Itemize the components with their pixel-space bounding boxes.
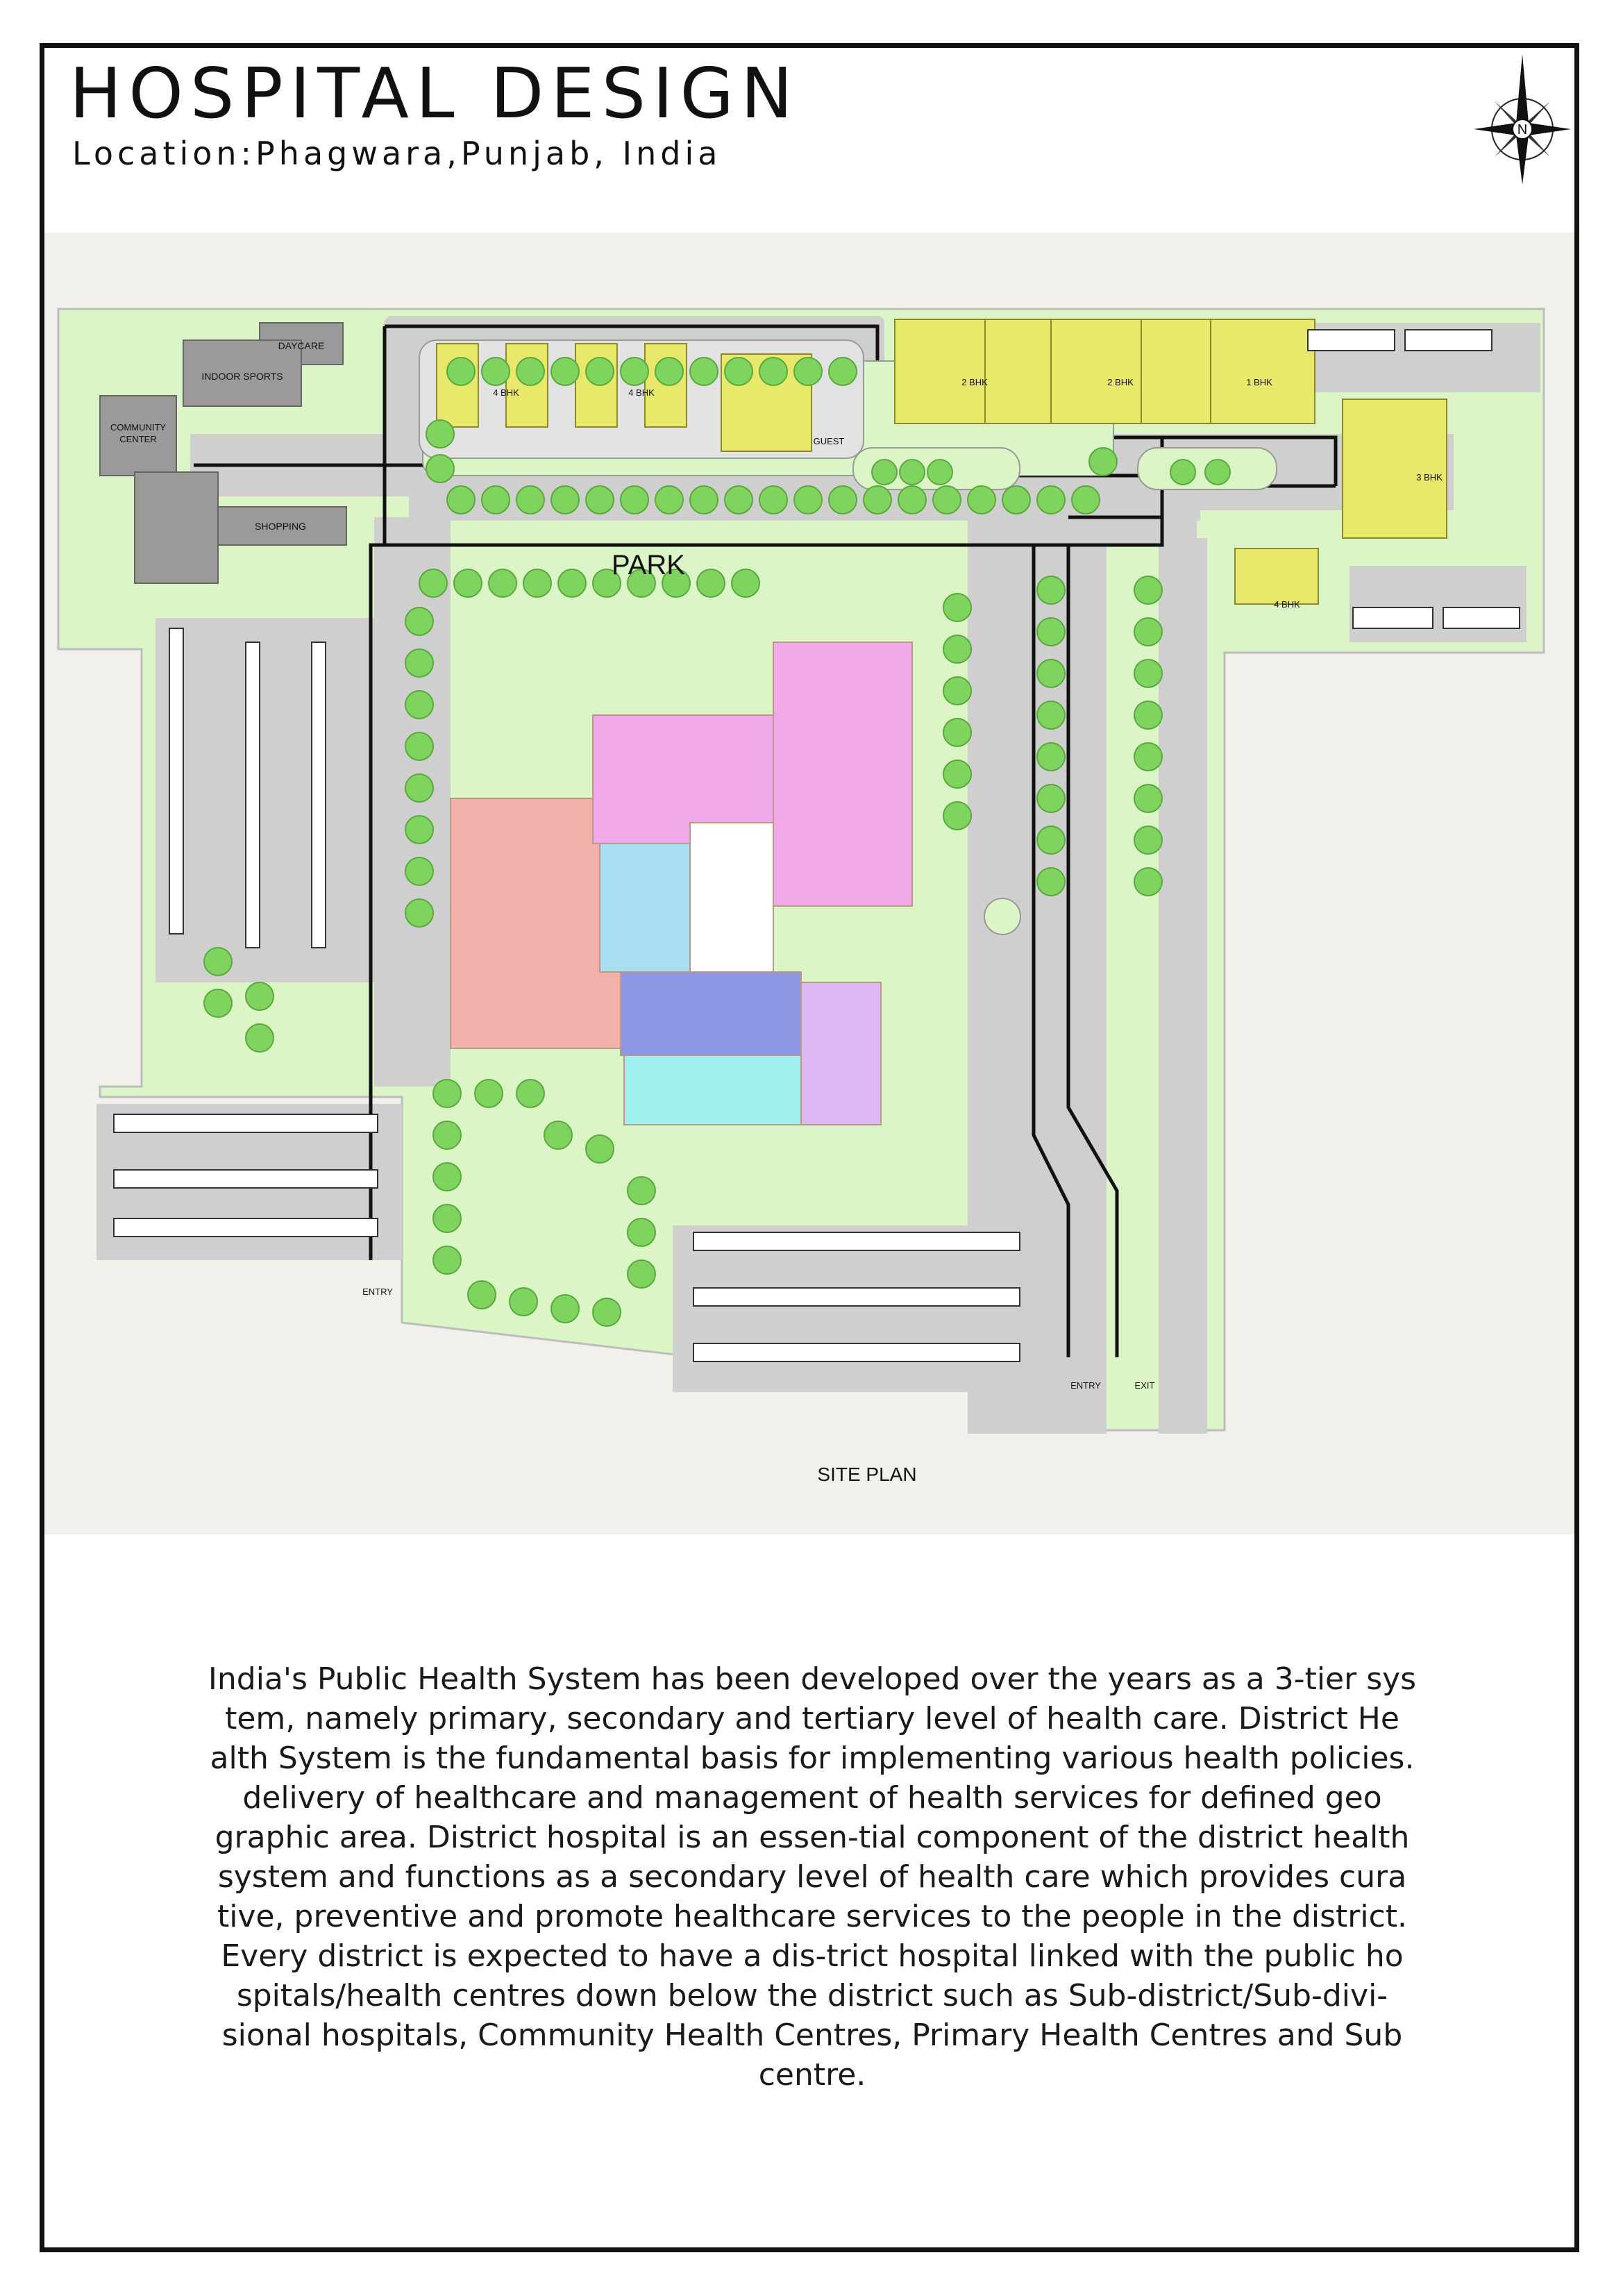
label-2bhk-b: 2 BHK: [1107, 377, 1134, 387]
zone-light-blue: [600, 844, 690, 972]
label-community-center-2: CENTER: [119, 434, 157, 444]
label-community-center-1: COMMUNITY: [110, 422, 167, 433]
page-title: HOSPITAL DESIGN: [69, 53, 800, 134]
label-4bhk-c: 4 BHK: [1274, 599, 1300, 610]
description-paragraph: India's Public Health System has been developed over the years as a 3-tier sys tem, namely primary, secondary and tertiary level of health care. District He alth System is the fundamental basis for implementing various health policies. delivery of healthcare and management of health services for defined geo graphic area. District hospital is an essen-tial component of the district health system and functions as a secondary level of health care which provides cura tive, preventive and promote healthcare services to the people in the district. Every district is expected to have a dis-trict hospital linked with the public ho spitals/health centres down below the district such as Sub-district/Sub-divi- sional hospitals, Community Health Centres, Primary Health Centres and Sub centre.: [208, 1661, 1417, 2093]
north-arrow-icon: [1463, 47, 1581, 186]
label-exit: EXIT: [1134, 1380, 1155, 1391]
label-4bhk-b: 4 BHK: [628, 387, 655, 398]
label-4bhk-a: 4 BHK: [493, 387, 519, 398]
label-entry-east: ENTRY: [1070, 1380, 1101, 1391]
label-1bhk: 1 BHK: [1246, 377, 1272, 387]
zone-lavender: [801, 982, 881, 1125]
label-daycare: DAYCARE: [278, 340, 325, 351]
site-plan: [44, 233, 1574, 1534]
label-park: PARK: [612, 550, 685, 580]
label-indoor-sports: INDOOR SPORTS: [201, 371, 283, 382]
label-shopping: SHOPPING: [255, 521, 306, 532]
courtyard: [690, 823, 773, 972]
zone-cyan: [624, 1055, 801, 1125]
zone-blue: [621, 972, 801, 1055]
compass-letter: N: [1517, 122, 1528, 137]
label-3bhk: 3 BHK: [1416, 472, 1443, 483]
label-guest: GUEST: [813, 436, 845, 446]
roundabout: [984, 898, 1020, 935]
label-2bhk-a: 2 BHK: [961, 377, 988, 387]
label-entry-west: ENTRY: [362, 1287, 393, 1297]
site-plan-caption: SITE PLAN: [817, 1464, 917, 1485]
location-subtitle: Location:Phagwara,Punjab, India: [72, 135, 722, 172]
zone-pink-east: [773, 642, 912, 906]
